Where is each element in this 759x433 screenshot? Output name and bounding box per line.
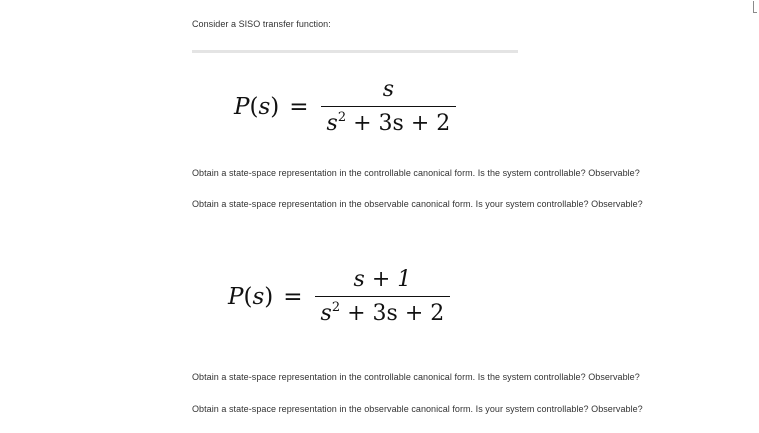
transfer-function-equation-2 bbox=[228, 267, 450, 326]
question-2-2: Obtain a state-space representation in the observable canonical form. Is your system controllable? Observable? bbox=[192, 404, 643, 414]
denominator-rest: + 3s + 2 bbox=[340, 301, 445, 326]
equals-sign: = bbox=[289, 93, 309, 120]
intro-text: Consider a SISO transfer function: bbox=[192, 19, 331, 29]
fraction-bar bbox=[321, 106, 457, 107]
equation-lhs: P(s) bbox=[234, 93, 280, 120]
function-variable: s bbox=[258, 93, 271, 120]
equals-sign: = bbox=[283, 283, 303, 310]
denominator-base: s bbox=[326, 111, 338, 136]
divider bbox=[192, 50, 518, 53]
denominator bbox=[321, 110, 457, 136]
denominator-exponent: 2 bbox=[331, 300, 341, 315]
function-name: P bbox=[228, 283, 244, 310]
question-1-1: Obtain a state-space representation in the controllable canonical form. Is the system controllable? Observable? bbox=[192, 168, 640, 178]
denominator bbox=[315, 300, 451, 326]
question-1-2: Obtain a state-space representation in the observable canonical form. Is your system controllable? Observable? bbox=[192, 199, 643, 209]
numerator: s + 1 bbox=[353, 267, 412, 292]
question-2-1: Obtain a state-space representation in the controllable canonical form. Is the system controllable? Observable? bbox=[192, 372, 640, 382]
fraction-bar bbox=[315, 296, 451, 297]
fraction bbox=[321, 77, 457, 136]
denominator-base: s bbox=[320, 301, 332, 326]
function-variable: s bbox=[252, 283, 265, 310]
text-cursor-icon bbox=[753, 1, 757, 13]
fraction bbox=[315, 267, 451, 326]
denominator-rest: + 3s + 2 bbox=[346, 111, 451, 136]
transfer-function-equation-1 bbox=[234, 77, 456, 136]
denominator-exponent: 2 bbox=[337, 110, 347, 125]
equation-lhs: P(s) bbox=[228, 283, 274, 310]
function-name: P bbox=[234, 93, 250, 120]
numerator: s bbox=[382, 77, 395, 102]
